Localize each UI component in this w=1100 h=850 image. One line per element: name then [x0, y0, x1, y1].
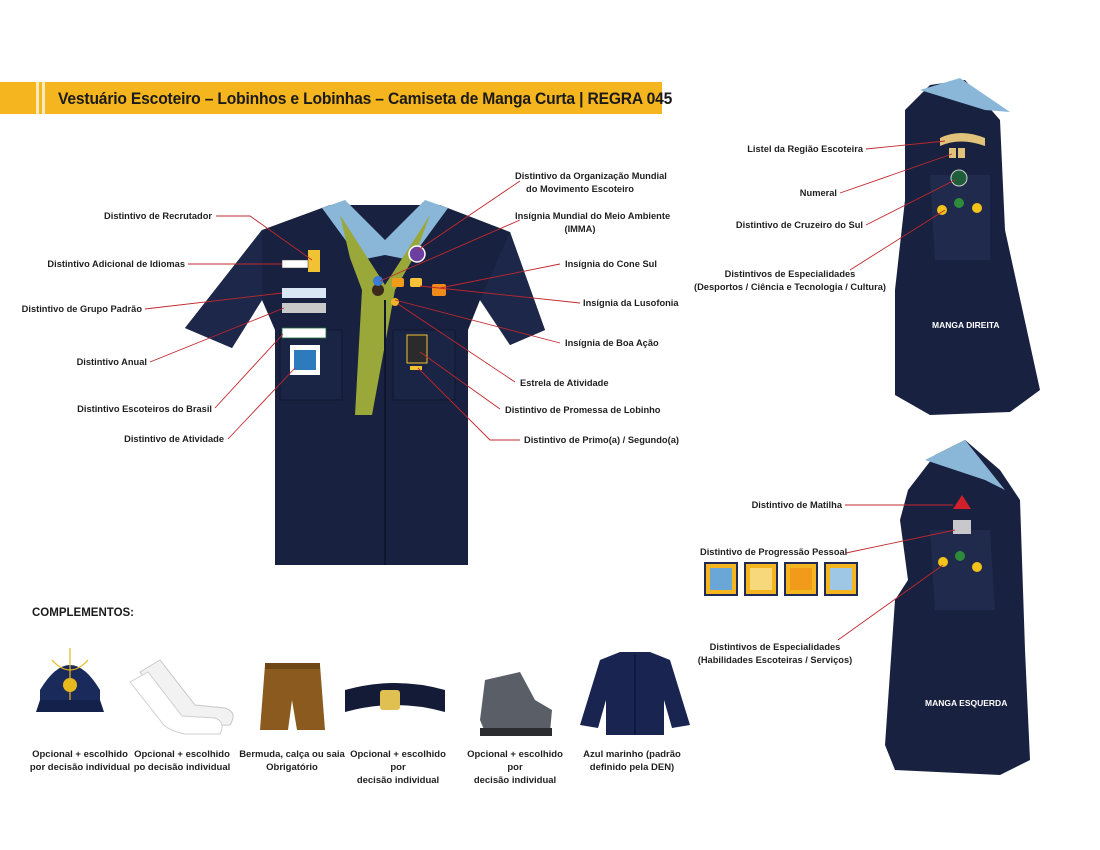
label-estrela-atividade: Estrela de Atividade: [520, 378, 609, 388]
complementos-heading: COMPLEMENTOS:: [32, 607, 135, 619]
label-promessa-lobinho: Distintivo de Promessa de Lobinho: [505, 405, 661, 415]
belt-icon: [345, 683, 445, 712]
label-omme-2: do Movimento Escoteiro: [526, 184, 634, 194]
label-omme-1: Distintivo da Organização Mundial: [515, 171, 667, 181]
page-title: Vestuário Escoteiro – Lobinhos e Lobinhas – Camiseta de Manga Curta | REGRA 045: [58, 89, 673, 108]
caption-line: por decisão individual: [29, 762, 131, 773]
label-imma-1: Insígnia Mundial do Meio Ambiente: [515, 211, 671, 221]
label-especialidades-2: (Desportos / Ciência e Tecnologia / Cultura): [694, 282, 886, 292]
label-anual: Distintivo Anual: [76, 357, 147, 367]
jacket-icon: [580, 652, 690, 735]
label-especialidades-hab-1: Distintivos de Especialidades: [709, 642, 841, 652]
caption-line: Opcional + escolhido: [32, 749, 128, 760]
caption-line: Bermuda, calça ou saia: [239, 749, 345, 760]
label-progressao: Distintivo de Progressão Pessoal: [700, 547, 848, 557]
caption-line: definido pela DEN): [589, 762, 675, 773]
label-atividade: Distintivo de Atividade: [124, 434, 224, 444]
caption-line: decisão individual: [356, 775, 440, 786]
cap-icon: [36, 648, 104, 712]
label-idiomas: Distintivo Adicional de Idiomas: [47, 259, 185, 269]
label-listel-regiao: Listel da Região Escoteira: [747, 144, 863, 154]
caption-manga-direita: MANGA DIREITA: [932, 320, 1000, 330]
caption-line: Azul marinho (padrão: [583, 749, 681, 760]
label-cruzeiro-sul: Distintivo de Cruzeiro do Sul: [735, 220, 863, 230]
boot-icon: [480, 672, 552, 736]
label-boa-acao: Insígnia de Boa Ação: [565, 338, 659, 348]
caption-belt: [343, 748, 453, 787]
label-cone-sul: Insígnia do Cone Sul: [565, 259, 657, 269]
caption-line: decisão individual: [473, 775, 557, 786]
caption-manga-esquerda: MANGA ESQUERDA: [925, 698, 1008, 708]
caption-socks: [127, 748, 237, 774]
progression-badges: [705, 563, 857, 595]
label-lusofonia: Insígnia da Lusofonia: [583, 298, 679, 308]
label-imma-2: (IMMA): [564, 224, 596, 234]
caption-line: Obrigatório: [266, 762, 318, 773]
caption-line: po decisão individual: [133, 762, 231, 773]
caption-shorts: [237, 748, 347, 774]
caption-line: Opcional + escolhido por: [467, 749, 563, 773]
caption-cap: [25, 748, 135, 774]
caption-line: Opcional + escolhido: [134, 749, 230, 760]
label-grupo-padrao: Distintivo de Grupo Padrão: [21, 304, 142, 314]
socks-icon: [130, 660, 233, 734]
label-matilha: Distintivo de Matilha: [751, 500, 842, 510]
caption-boot: [460, 748, 570, 787]
label-primo-segundo: Distintivo de Primo(a) / Segundo(a): [524, 435, 679, 445]
right-sleeve-illustration: [895, 78, 1040, 415]
caption-line: Opcional + escolhido por: [350, 749, 446, 773]
label-recrutador: Distintivo de Recrutador: [104, 211, 212, 221]
label-especialidades-hab-2: (Habilidades Escoteiras / Serviços): [697, 655, 853, 665]
label-escoteiros-brasil: Distintivo Escoteiros do Brasil: [77, 404, 212, 414]
shorts-icon: [260, 663, 325, 730]
label-especialidades-1: Distintivos de Especialidades: [724, 269, 856, 279]
caption-jacket: [577, 748, 687, 774]
left-sleeve-illustration: [885, 440, 1030, 775]
label-numeral: Numeral: [799, 188, 837, 198]
